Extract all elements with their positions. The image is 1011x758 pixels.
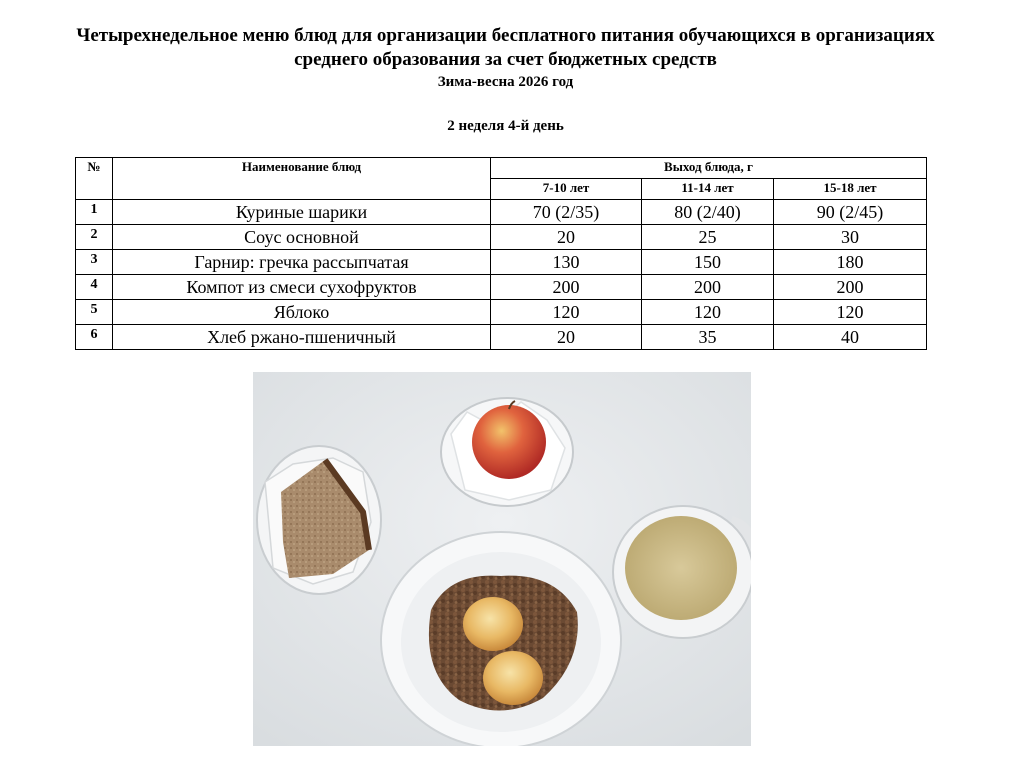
row-num: 4 — [76, 275, 113, 300]
day-label: 2 неделя 4-й день — [447, 118, 564, 134]
meal-photo — [253, 372, 751, 746]
bread-bowl — [257, 446, 381, 594]
apple-bowl — [441, 398, 573, 506]
portion-7-10: 120 — [491, 300, 642, 325]
compote-cup — [613, 506, 751, 638]
portion-11-14: 35 — [642, 325, 774, 350]
table-row — [76, 225, 927, 250]
apple — [472, 405, 546, 479]
row-num: 1 — [76, 200, 113, 225]
portion-15-18: 180 — [774, 250, 927, 275]
portion-11-14: 150 — [642, 250, 774, 275]
dish-name: Куриные шарики — [113, 200, 491, 225]
portion-15-18: 30 — [774, 225, 927, 250]
row-num: 2 — [76, 225, 113, 250]
row-num: 3 — [76, 250, 113, 275]
page-title: Четырехнедельное меню блюд для организации бесплатного питания обучающихся в организациях — [76, 25, 935, 46]
table-row — [76, 300, 927, 325]
header-num: № — [76, 158, 113, 200]
dish-name: Соус основной — [113, 225, 491, 250]
table-row — [76, 250, 927, 275]
portion-7-10: 20 — [491, 225, 642, 250]
dish-name: Компот из смеси сухофруктов — [113, 275, 491, 300]
dish-name: Гарнир: гречка рассыпчатая — [113, 250, 491, 275]
portion-11-14: 80 (2/40) — [642, 200, 774, 225]
table-row — [76, 325, 927, 350]
portion-15-18: 90 (2/45) — [774, 200, 927, 225]
portion-7-10: 200 — [491, 275, 642, 300]
dish-name: Хлеб ржано-пшеничный — [113, 325, 491, 350]
main-plate — [381, 532, 621, 746]
header-dish-name: Наименование блюд — [113, 158, 491, 200]
row-num: 6 — [76, 325, 113, 350]
menu-table — [75, 157, 927, 350]
header-age-11-14: 11-14 лет — [642, 179, 774, 200]
portion-11-14: 25 — [642, 225, 774, 250]
chicken-ball — [483, 651, 543, 705]
row-num: 5 — [76, 300, 113, 325]
page-title-continued: среднего образования за счет бюджетных средств — [294, 49, 717, 70]
dish-name: Яблоко — [113, 300, 491, 325]
header-age-15-18: 15-18 лет — [774, 179, 927, 200]
portion-7-10: 130 — [491, 250, 642, 275]
portion-7-10: 20 — [491, 325, 642, 350]
table-row — [76, 275, 927, 300]
header-output: Выход блюда, г — [491, 158, 927, 179]
header-age-7-10: 7-10 лет — [491, 179, 642, 200]
portion-11-14: 120 — [642, 300, 774, 325]
portion-11-14: 200 — [642, 275, 774, 300]
portion-15-18: 40 — [774, 325, 927, 350]
portion-7-10: 70 (2/35) — [491, 200, 642, 225]
table-row — [76, 200, 927, 225]
portion-15-18: 120 — [774, 300, 927, 325]
season-label: Зима-весна 2026 год — [437, 74, 574, 90]
portion-15-18: 200 — [774, 275, 927, 300]
chicken-ball — [463, 597, 523, 651]
